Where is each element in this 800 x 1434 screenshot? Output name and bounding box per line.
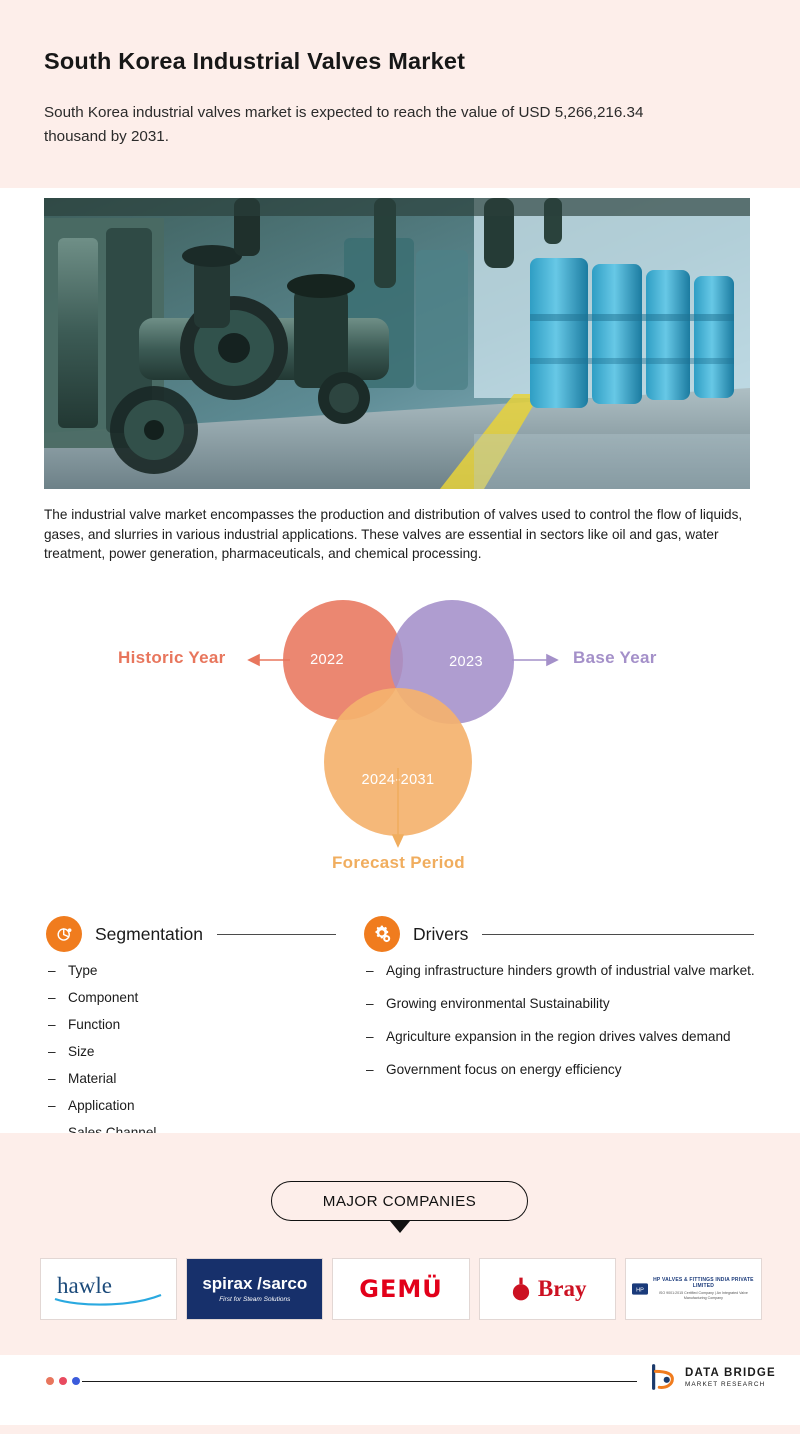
- base-year-value: 2023: [449, 654, 483, 670]
- drivers-header: [364, 916, 754, 952]
- bray-mark-icon: [508, 1276, 534, 1302]
- hero-image: [44, 198, 750, 489]
- year-venn-diagram: [0, 588, 800, 888]
- list-item: – Agriculture expansion in the region drives valves demand: [364, 1028, 756, 1046]
- chart-pie-icon: [46, 916, 82, 952]
- company-logo-row: [40, 1258, 762, 1320]
- brand-tagline: MARKET RESEARCH: [685, 1380, 766, 1388]
- drivers-rule: [482, 934, 754, 935]
- forecast-period-value: 2024-2031: [361, 772, 435, 788]
- major-companies-section: [0, 1133, 800, 1355]
- hp-valves-tagline: ISO 9001:2015 Certified Company | An Integrated Valve Manufacturing Company: [658, 1291, 748, 1300]
- intro-paragraph: The industrial valve market encompasses the production and distribution of valves used to control the flow of liquids, gases, and slurries in various industrial applications. These valves are essential in sectors like oil and gas, water treatment, power generation, pharmaceuticals, and chemical processing.: [44, 507, 743, 561]
- company-logo-spirax-sarco: [186, 1258, 323, 1320]
- gears-icon: [364, 916, 400, 952]
- list-item: – Size: [46, 1043, 326, 1061]
- list-item: – Type: [46, 962, 326, 980]
- brand-name: DATA BRIDGE: [685, 1366, 776, 1379]
- header-subtitle: South Korea industrial valves market is expected to reach the value of USD 5,266,216.34 thousand by 2031.: [44, 104, 644, 145]
- list-item: – Component: [46, 989, 326, 1007]
- list-item: – Aging infrastructure hinders growth of industrial valve market.: [364, 962, 756, 980]
- historic-year-label: Historic Year: [118, 648, 226, 667]
- segmentation-title: Segmentation: [95, 923, 203, 944]
- company-logo-bray: [479, 1258, 616, 1320]
- bottom-accent-bar: [0, 1425, 800, 1434]
- gemu-wordmark: GEMÜ: [359, 1275, 443, 1303]
- list-item: – Application: [46, 1097, 326, 1115]
- base-year-label: Base Year: [573, 648, 657, 667]
- hp-badge-icon: [632, 1283, 648, 1295]
- company-logo-gemu: [332, 1258, 469, 1320]
- footer-dot-3: [72, 1377, 80, 1385]
- list-item: – Growing environmental Sustainability: [364, 995, 756, 1013]
- company-logo-hp-valves: [625, 1258, 762, 1320]
- company-logo-hawle: [40, 1258, 177, 1320]
- data-bridge-logo-icon: [648, 1362, 678, 1392]
- page-title: South Korea Industrial Valves Market: [44, 48, 466, 74]
- segmentation-header: [46, 916, 336, 952]
- footer-divider: [82, 1381, 637, 1382]
- segmentation-rule: [217, 934, 336, 935]
- footer-dot-2: [59, 1377, 67, 1385]
- spirax-sarco-wordmark: spirax /sarco: [202, 1274, 308, 1293]
- footer-dot-1: [46, 1377, 54, 1385]
- list-item: – Material: [46, 1070, 326, 1088]
- header-band: [0, 0, 800, 188]
- caret-down-icon: [390, 1221, 410, 1233]
- segmentation-list: [46, 962, 326, 1151]
- hawle-logo-mark: [49, 1269, 169, 1309]
- list-item: – Function: [46, 1016, 326, 1034]
- svg-text:HP: HP: [635, 1287, 644, 1294]
- footer-dots: [46, 1377, 80, 1385]
- drivers-list: [364, 962, 756, 1094]
- venn-arrows: [0, 588, 800, 888]
- hero-illustration: [44, 198, 750, 489]
- bray-wordmark: Bray: [537, 1276, 587, 1301]
- drivers-title: Drivers: [413, 923, 469, 944]
- forecast-period-label: Forecast Period: [332, 853, 465, 872]
- brand-logo: [648, 1362, 776, 1392]
- hp-valves-wordmark: HP VALVES & FITTINGS INDIA PRIVATE LIMITED: [653, 1277, 754, 1289]
- list-item: – Government focus on energy efficiency: [364, 1061, 756, 1079]
- spirax-sarco-tagline: First for Steam Solutions: [219, 1296, 291, 1303]
- historic-year-value: 2022: [310, 652, 344, 668]
- svg-text:hawle: hawle: [56, 1273, 112, 1298]
- major-companies-heading: MAJOR COMPANIES: [271, 1181, 528, 1221]
